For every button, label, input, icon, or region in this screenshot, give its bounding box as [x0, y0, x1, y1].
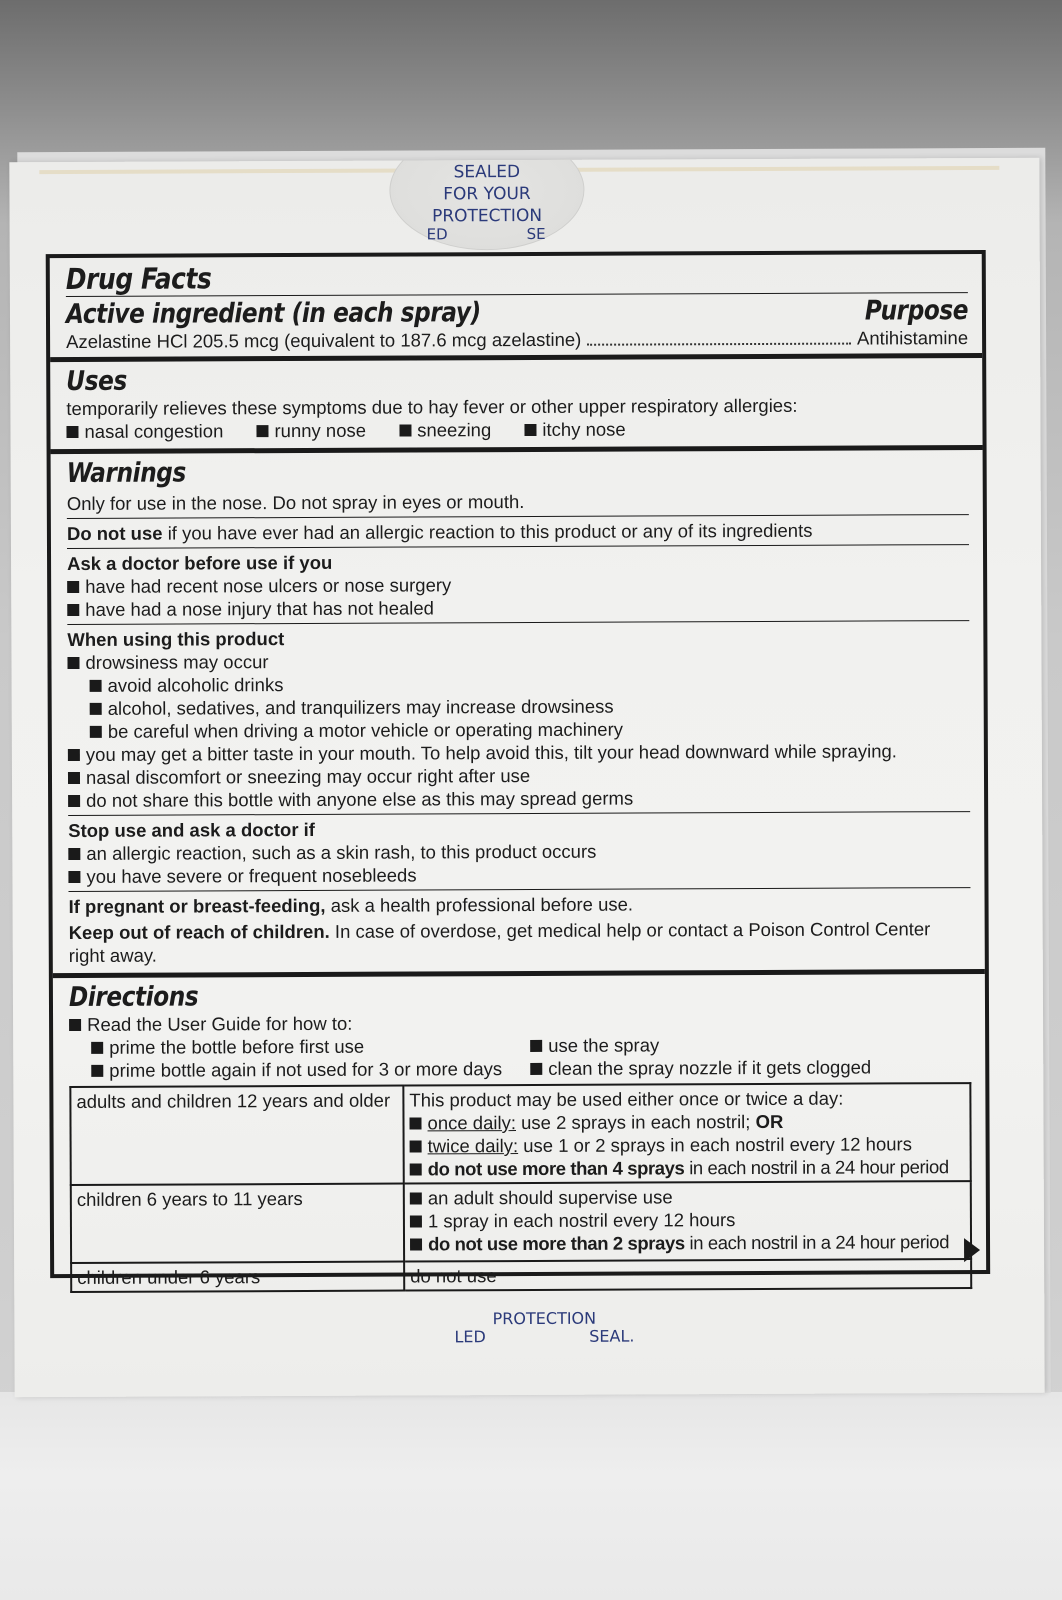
table-surface: [0, 1392, 1062, 1600]
bullet-icon: [90, 680, 102, 692]
active-heading-row: [66, 295, 968, 330]
bullet-icon: [410, 1215, 422, 1227]
continue-arrow-icon: [964, 1238, 980, 1262]
bullet-icon: [68, 795, 80, 807]
active-ingredient-section: [50, 254, 982, 362]
list-item: an allergic reaction, such as a skin rash, to this product occurs: [68, 838, 970, 865]
seal-fragment-left: LED: [454, 1327, 486, 1347]
drug-facts-title: Drug Facts: [65, 261, 212, 297]
bullet-icon: [524, 424, 536, 436]
list-item: do not share this bottle with anyone else as this may spread germs: [68, 785, 970, 812]
seal-fragment-left: ED: [426, 225, 448, 244]
table-cell: [404, 1181, 971, 1261]
when-using-block: [67, 621, 970, 816]
bullet-icon: [66, 426, 78, 438]
list-item: prime the bottle before first use: [69, 1034, 510, 1059]
purpose-text: Antihistamine: [856, 327, 969, 349]
directions-heading: Directions: [68, 981, 199, 1014]
directions-right: [510, 1032, 971, 1080]
bullet-icon: [67, 581, 79, 593]
list-item: use the spray: [530, 1032, 971, 1057]
list-item: have had recent nose ulcers or nose surgery: [67, 571, 969, 598]
list-item: twice daily: use 1 or 2 sprays in each nostril every 12 hours: [410, 1132, 965, 1157]
bullet-icon: [399, 425, 411, 437]
ask-doctor-heading: Ask a doctor before use if you: [67, 551, 333, 575]
seal-line: PROTECTION: [432, 205, 543, 227]
list-item: runny nose: [256, 420, 366, 441]
dot-leader: [587, 343, 851, 346]
directions-columns: [69, 1032, 971, 1082]
bullet-icon: [410, 1238, 422, 1250]
do-not-use-warning: Do not use if you have ever had an allergic reaction to this product or any of its ingredients: [67, 515, 969, 549]
uses-heading: Uses: [66, 365, 127, 398]
list-item: nasal congestion: [66, 420, 223, 442]
product-carton: [9, 158, 1044, 1397]
list-item: have had a nose injury that has not healed: [67, 594, 969, 621]
bullet-icon: [68, 871, 80, 883]
list-item: be careful when driving a motor vehicle or operating machinery: [68, 716, 970, 743]
active-ingredient-heading: Active ingredient (in each spray): [65, 297, 481, 331]
bullet-icon: [91, 1065, 103, 1077]
seal-line: FOR YOUR: [443, 183, 531, 205]
seal-fragments: [444, 1327, 644, 1346]
seal-fragments: [391, 224, 584, 244]
purpose-heading: Purpose: [864, 295, 969, 327]
directions-section: [53, 974, 986, 1299]
pregnant-warning: If pregnant or breast-feeding, ask a health professional before use.: [68, 893, 634, 918]
keep-out-warning: Keep out of reach of children. In case of overdose, get medical help or contact a Poison Control Center right away.: [68, 918, 931, 967]
list-item: avoid alcoholic drinks: [68, 670, 970, 697]
table-cell: adults and children 12 years and older: [70, 1086, 403, 1185]
list-item: drowsiness may occur: [67, 647, 969, 674]
list-item: 1 spray in each nostril every 12 hours: [410, 1207, 965, 1232]
bullet-icon: [90, 703, 102, 715]
list-item: an adult should supervise use: [410, 1184, 965, 1209]
when-using-heading: When using this product: [67, 628, 285, 651]
tamper-seal-bottom: [444, 1309, 644, 1370]
list-item: prime bottle again if not used for 3 or more days: [69, 1057, 510, 1082]
title-row: [66, 258, 968, 297]
bullet-icon: [410, 1163, 422, 1175]
table-cell: do not use: [404, 1259, 971, 1290]
bullet-icon: [410, 1140, 422, 1152]
table-row: [70, 1083, 970, 1185]
table-cell: children 6 years to 11 years: [71, 1184, 404, 1263]
list-item: clean the spray nozzle if it gets clogged: [530, 1055, 971, 1080]
list-item: Read the User Guide for how to:: [69, 1009, 971, 1036]
ingredient-text: Azelastine HCl 205.5 mcg (equivalent to 187.6 mcg azelastine): [66, 328, 582, 353]
uses-list: [66, 416, 968, 443]
list-item: once daily: use 2 sprays in each nostril; OR: [409, 1109, 964, 1134]
list-item: nasal discomfort or sneezing may occur right after use: [68, 762, 970, 789]
table-row: [71, 1181, 971, 1263]
seal-line: SEALED: [453, 162, 521, 183]
list-item: you may get a bitter taste in your mouth. To help avoid this, tilt your head downward while spraying.: [68, 739, 970, 766]
bullet-icon: [67, 604, 79, 616]
bullet-icon: [410, 1192, 422, 1204]
bullet-icon: [256, 425, 268, 437]
seal-line: PROTECTION: [492, 1308, 597, 1329]
tamper-seal-top: [389, 158, 585, 251]
bullet-icon: [90, 726, 102, 738]
list-item: alcohol, sedatives, and tranquilizers may increase drowsiness: [68, 693, 970, 720]
bullet-icon: [530, 1040, 542, 1052]
list-item: you have severe or frequent nosebleeds: [68, 861, 970, 888]
warnings-section: [51, 450, 985, 978]
dosage-table: [69, 1082, 972, 1293]
table-row: [71, 1259, 971, 1292]
bullet-icon: [69, 1019, 81, 1031]
list-item: sneezing: [399, 419, 491, 440]
bullet-icon: [68, 848, 80, 860]
table-cell: This product may be used either once or twice a day: once daily: use 2 sprays in each nostril; OR twice daily: use 1 or 2 sprays in each nostril every 12 hours do not use more than 4 sprays in each nostril in a 24 hour period: [403, 1083, 970, 1183]
seal-fragment-right: SEAL.: [589, 1326, 635, 1346]
bullet-icon: [68, 772, 80, 784]
bullet-icon: [530, 1063, 542, 1075]
bullet-icon: [68, 749, 80, 761]
warnings-heading: Warnings: [66, 457, 186, 490]
stop-use-block: [68, 812, 970, 892]
drug-facts-panel: [46, 250, 990, 1288]
table-cell: children under 6 years: [71, 1262, 404, 1292]
uses-intro: temporarily relieves these symptoms due to hay fever or other upper respiratory allergies:: [66, 394, 798, 420]
bullet-icon: [67, 657, 79, 669]
bullet-icon: [91, 1042, 103, 1054]
list-item: do not use more than 2 sprays in each nostril in a 24 hour period: [410, 1230, 965, 1255]
bullet-icon: [409, 1117, 421, 1129]
uses-section: [50, 358, 982, 454]
directions-left: [69, 1034, 510, 1082]
list-item: do not use more than 4 sprays in each nostril in a 24 hour period: [410, 1155, 965, 1180]
list-item: itchy nose: [524, 419, 625, 440]
ingredient-row: [66, 326, 968, 353]
ask-doctor-block: [67, 545, 969, 625]
nose-only-warning: Only for use in the nose. Do not spray in eyes or mouth.: [67, 485, 969, 519]
seal-fragment-right: SE: [526, 224, 546, 243]
stop-use-heading: Stop use and ask a doctor if: [68, 818, 315, 842]
